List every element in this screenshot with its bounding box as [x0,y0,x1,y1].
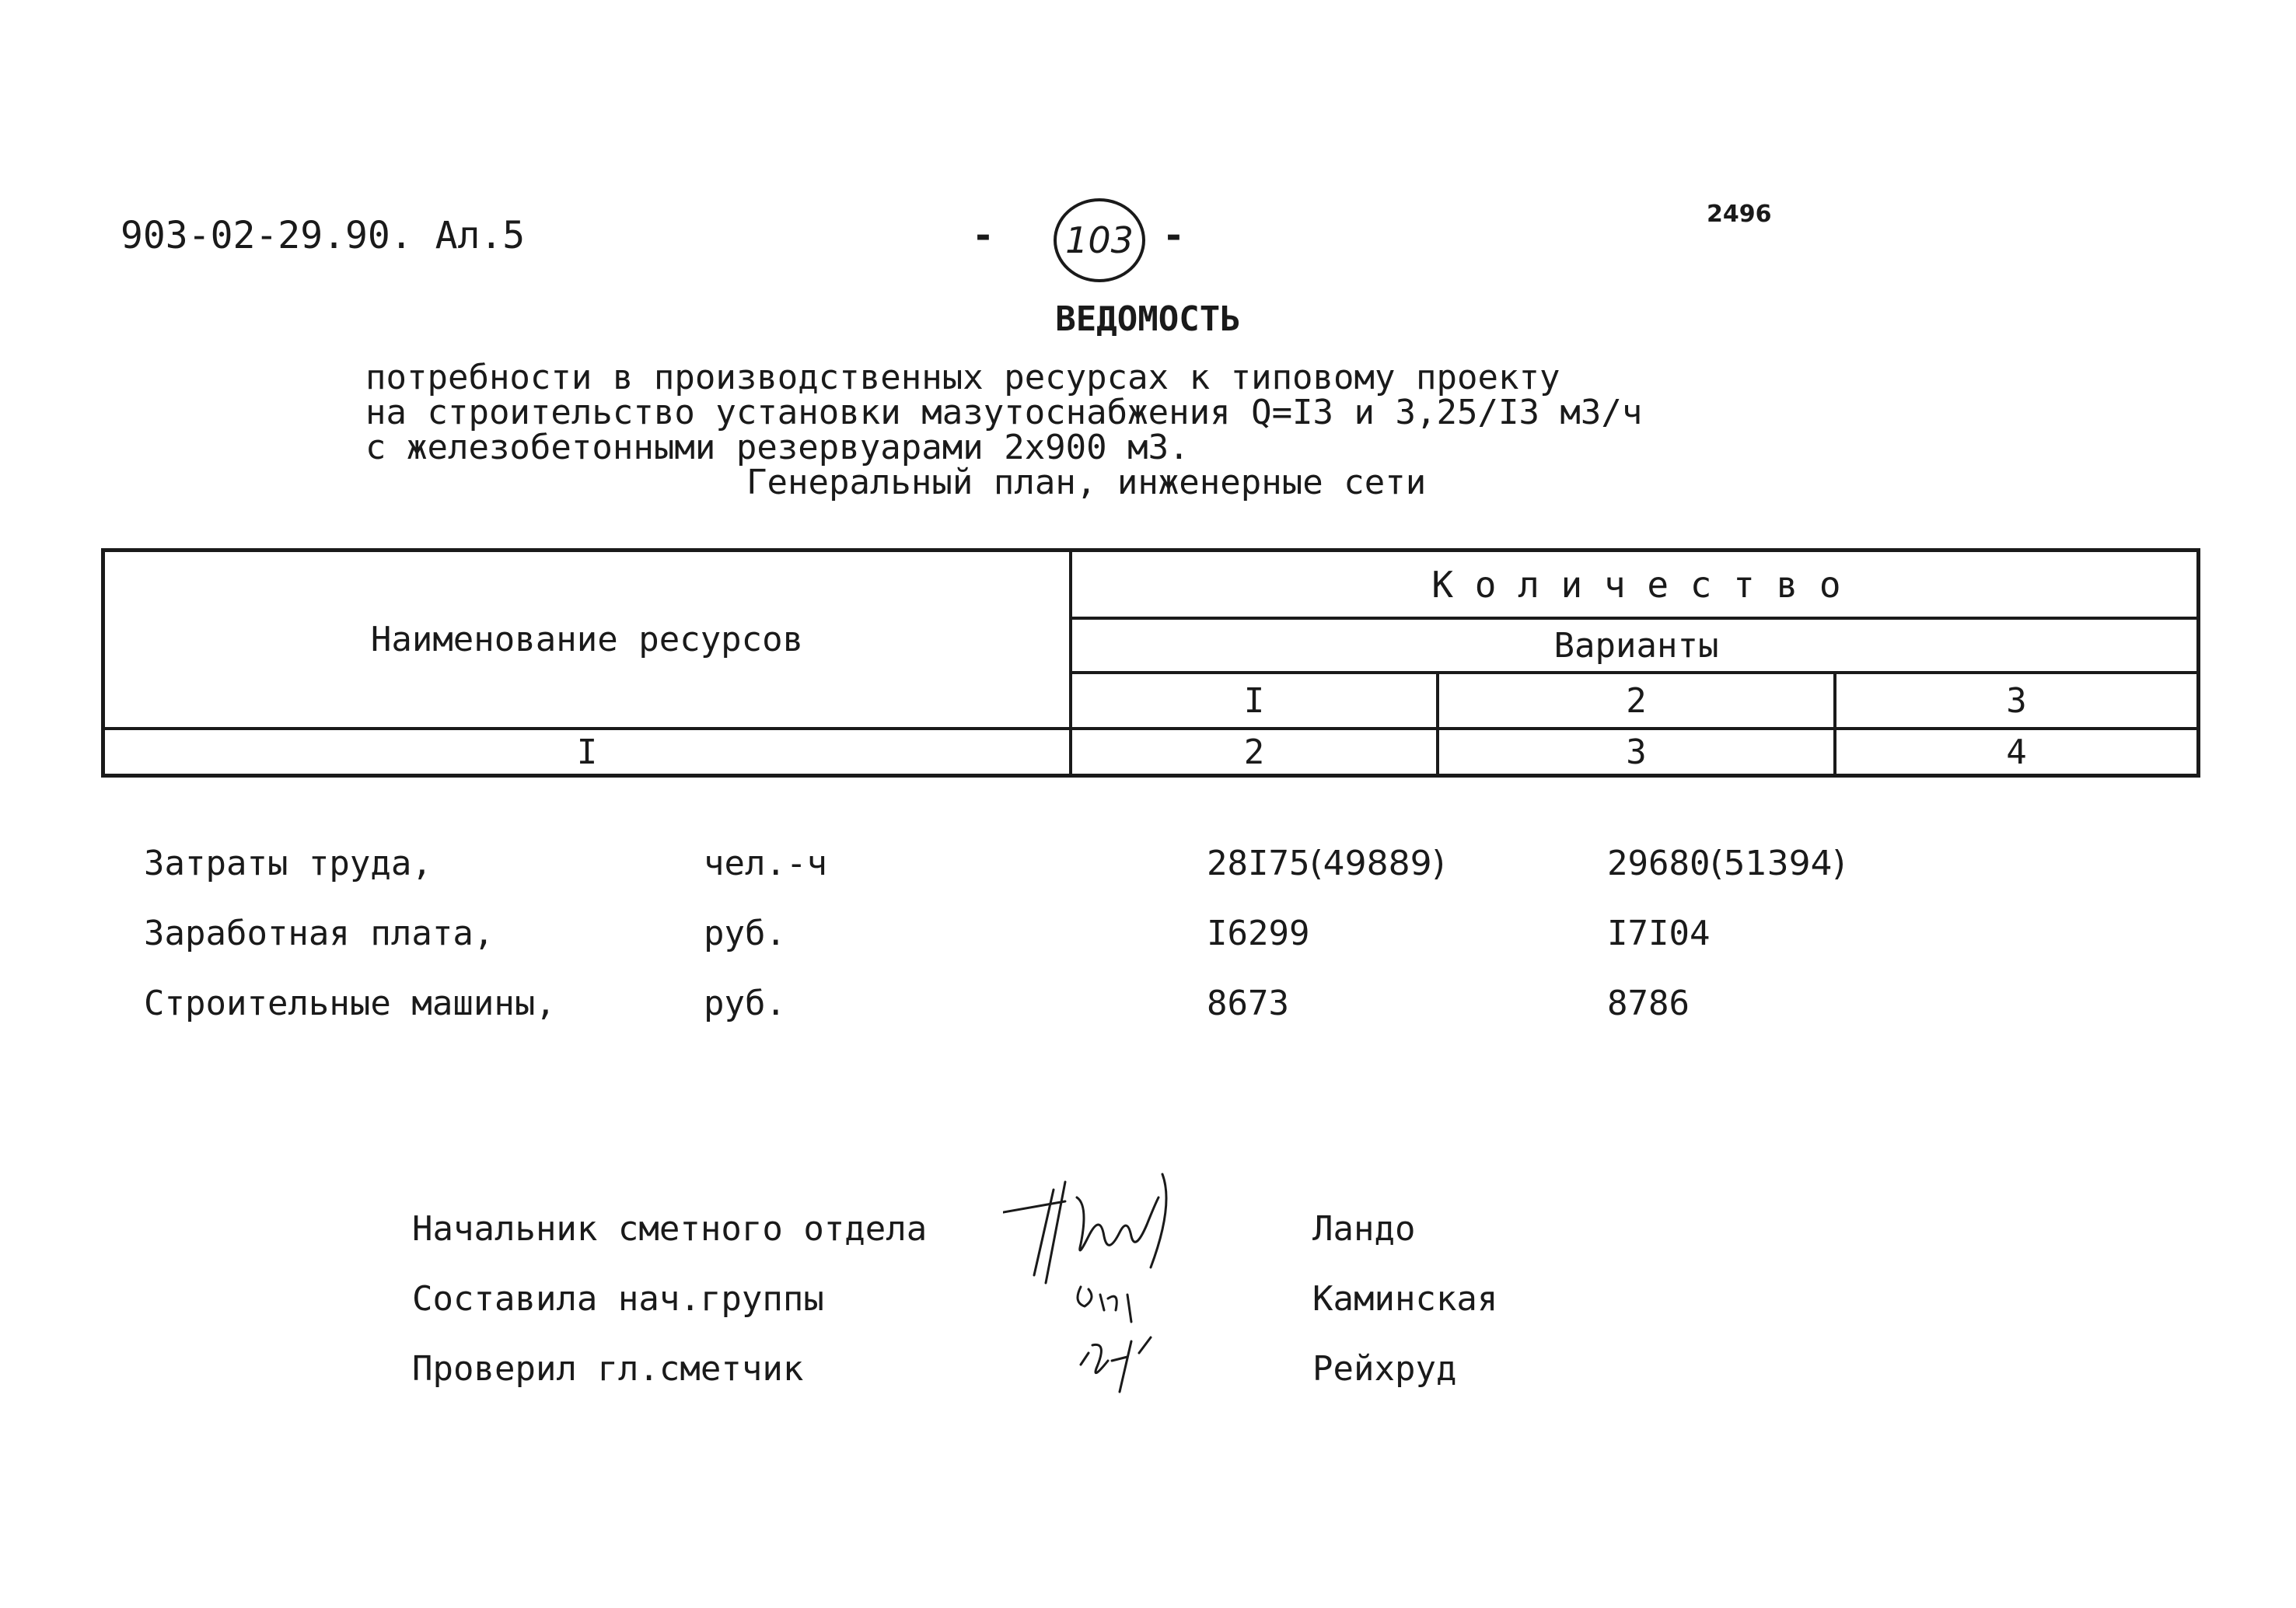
header-resource-name: Наименование ресурсов [370,620,804,659]
subtitle-line-4: Генеральный план, инженерные сети [746,463,1427,502]
value-handwritten: (51394) [1710,844,1846,883]
signature-name: Рейхруд [1312,1349,1457,1389]
value-handwritten: (49889) [1309,844,1445,883]
subtitle-line-1: потребности в производственных ресурсах к типовому проекту [365,358,1560,397]
variant-2-value: I7I04 [1607,914,1711,953]
page-dash-left: - [972,214,994,257]
archive-number: 2496 [1707,201,1772,228]
header-variants: Варианты [1553,625,1719,666]
value-main: 28I75 [1207,844,1310,883]
column-number-2: 2 [1243,732,1265,772]
resources-header-table [101,548,2200,778]
handwritten-signature [1003,1159,1275,1438]
signature-name: Каминская [1312,1279,1498,1319]
resource-name: Затраты труда, [144,844,432,883]
resource-unit: чел.-ч [704,844,827,883]
document-code: 903-02-29.90. Ал.5 [121,214,526,257]
value-main: 29680 [1607,844,1711,883]
resource-unit: руб. [704,914,786,953]
variant-number-2: 2 [1626,680,1647,721]
variant-number-3: 3 [2006,680,2027,721]
column-number-1: I [576,732,598,772]
header-quantity: К о л и ч е с т в о [1431,563,1841,606]
variant-1-value: 8673 [1207,984,1289,1023]
variant-number-1: I [1243,680,1265,721]
subtitle-line-3: с железобетонными резервуарами 2х900 м3. [365,428,1190,467]
variant-2-value: 8786 [1607,984,1690,1023]
signature-role: Составила нач.группы [412,1279,824,1319]
resource-unit: руб. [704,984,786,1023]
page-dash-right: - [1162,214,1185,257]
document-title: ВЕДОМОСТЬ [1055,299,1241,339]
signature-role: Начальник сметного отдела [412,1209,928,1249]
variant-1-value [1207,844,1445,883]
signature-role: Проверил гл.сметчик [412,1349,804,1389]
column-number-4: 4 [2006,732,2027,772]
signature-name: Ландо [1312,1209,1416,1249]
resource-name: Строительные машины, [144,984,556,1023]
subtitle-line-2: на строительство установки мазутоснабжения Q=I3 и 3,25/I3 м3/ч [365,393,1643,432]
variant-2-value [1607,844,1846,883]
column-number-3: 3 [1626,732,1647,772]
variant-1-value: I6299 [1207,914,1310,953]
page-number-circle: 103 [1054,198,1145,282]
resource-name: Заработная плата, [144,914,494,953]
